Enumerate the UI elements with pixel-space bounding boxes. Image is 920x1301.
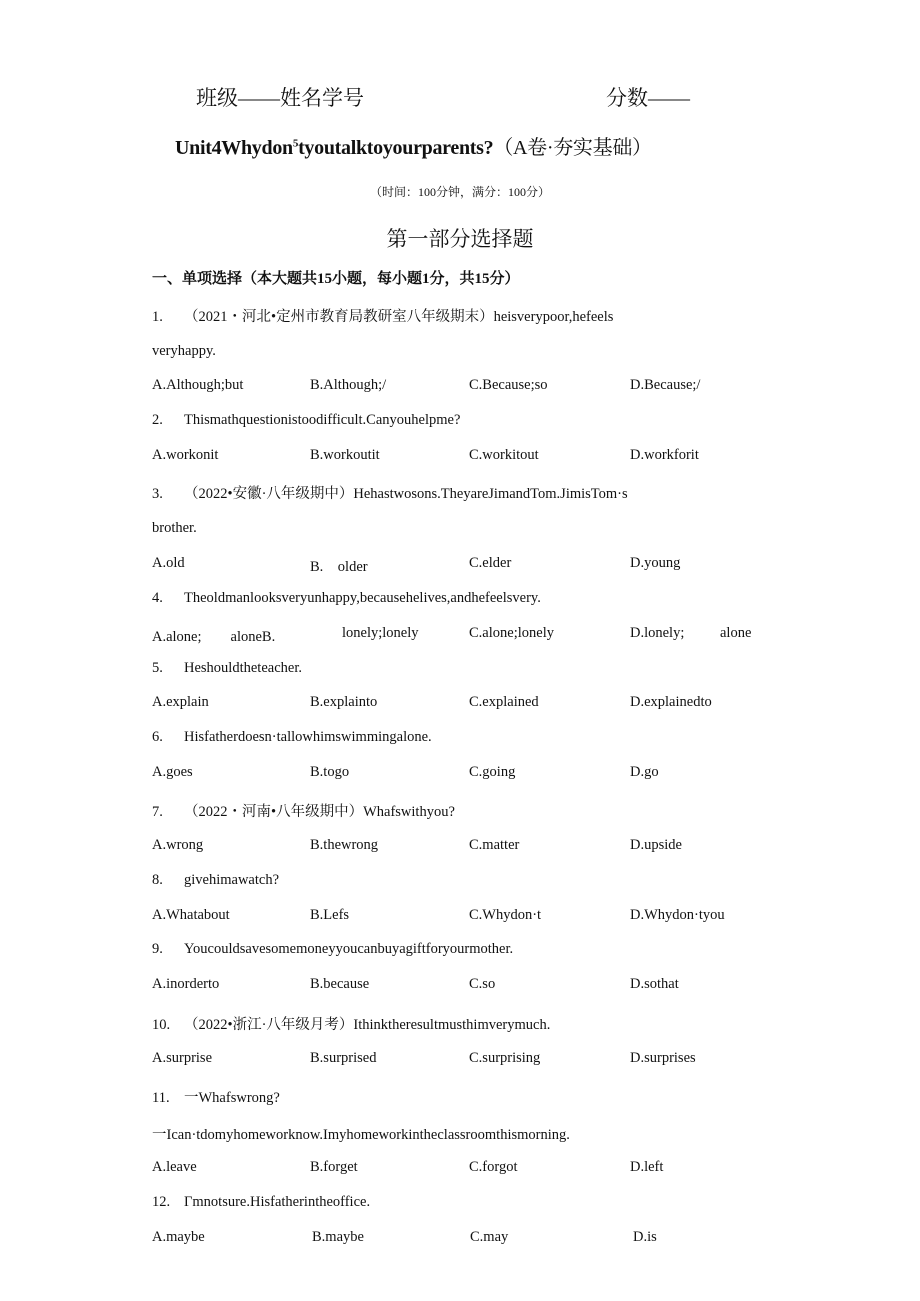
option-d: D.go (630, 764, 659, 780)
option-a: A.workonit (152, 447, 219, 463)
question-text: Heshouldtheteacher. (184, 660, 302, 676)
question-stem (152, 941, 513, 958)
question-number: 5. (152, 660, 163, 676)
option-d-continued: alone (720, 625, 752, 641)
option-a: A.inorderto (152, 976, 220, 992)
option-d: D.upside (630, 837, 682, 853)
option-d: D.young (630, 555, 681, 571)
question-stem (152, 1086, 280, 1107)
option-d: D.Because;/ (630, 377, 701, 393)
option-c: C.alone;lonely (469, 625, 554, 641)
option-b: B.Although;/ (310, 377, 387, 393)
question-stem (152, 412, 460, 429)
question-text: Γmnotsure.Hisfatherintheoffice. (184, 1194, 371, 1210)
option-a: A.maybe (152, 1229, 205, 1245)
exam-info: （时间：100分钟，满分：100分） (369, 185, 550, 199)
question-text: Theoldmanlooksveryunhappy,becausehelives,andhefeelsvery. (184, 590, 541, 606)
question-stem (152, 800, 455, 821)
title-superscript: 5 (292, 137, 299, 150)
option-c: C.elder (469, 555, 512, 571)
question-stem (152, 1013, 550, 1034)
option-d: D.explainedto (630, 694, 712, 710)
option-c: C.surprising (469, 1050, 541, 1066)
option-b: B.explainto (310, 694, 378, 710)
question-text: （2022•安徽·八年级期中）Hehastwosons.TheyareJimandTom.JimisTom·s (184, 486, 628, 502)
option-c: C.Because;so (469, 377, 548, 393)
question-stem (152, 872, 279, 889)
option-c: C.so (469, 976, 496, 992)
option-d: D.surprises (630, 1050, 696, 1066)
question-text: 一Whafswrong? (184, 1090, 280, 1106)
question-number: 6. (152, 729, 163, 745)
question-number: 7. (152, 804, 163, 820)
option-c: C.matter (469, 837, 520, 853)
question-stem (152, 482, 628, 503)
question-text: Hisfatherdoesn·tallowhimswimmingalone. (184, 729, 432, 745)
title-english-rest: tyoutalktoyourparents? (298, 137, 494, 159)
question-stem-continued: veryhappy. (152, 343, 216, 359)
question-text: Youcouldsavesomemoneyyoucanbuyagiftforyourmother. (184, 941, 514, 957)
option-c: C.may (470, 1229, 509, 1245)
option-b: lonely;lonely (342, 625, 419, 641)
option-a: A.explain (152, 694, 209, 710)
option-b: B.Lefs (310, 907, 350, 923)
question-text: Thismathquestionistoodifficult.Canyouhelpme? (184, 412, 461, 428)
score-field: 分数—— (606, 86, 690, 110)
class-name-id-field: 班级——姓名学号 (196, 86, 364, 110)
title-chinese: （A卷·夯实基础） (493, 137, 652, 159)
option-d: D.is (633, 1229, 657, 1245)
option-c: C.Whydon·t (469, 907, 542, 923)
document-title (175, 131, 652, 160)
question-number: 10. (152, 1017, 171, 1033)
part-title: 第一部分选择题 (386, 227, 534, 251)
option-b: B. older (310, 559, 368, 575)
question-stem-continued: 一Ican·tdomyhomeworknow.Imyhomeworkintheclassroomthismorning. (152, 1127, 570, 1143)
question-number: 8. (152, 872, 163, 888)
option-a: A.Whatabout (152, 907, 230, 923)
question-number: 2. (152, 412, 163, 428)
question-stem (152, 729, 432, 746)
question-text: （2022•浙江·八年级月考）Ithinktheresultmusthimverymuch. (184, 1017, 551, 1033)
title-english: Unit4Whydon (175, 137, 293, 159)
option-b: B.forget (310, 1159, 358, 1175)
option-a: A.alone; aloneB. (152, 629, 276, 645)
option-d: D.lonely; (630, 625, 685, 641)
option-a: A.surprise (152, 1050, 213, 1066)
option-a: A.Although;but (152, 377, 244, 393)
option-b: B.surprised (310, 1050, 377, 1066)
question-stem-continued: brother. (152, 520, 197, 536)
option-c: C.forgot (469, 1159, 518, 1175)
option-a: A.leave (152, 1159, 197, 1175)
option-d: D.left (630, 1159, 664, 1175)
option-c: C.workitout (469, 447, 539, 463)
question-text: （2022・河南•八年级期中）Whafswithyou? (184, 804, 455, 820)
question-number: 12. (152, 1194, 171, 1210)
option-d: D.sothat (630, 976, 679, 992)
option-b: B.maybe (312, 1229, 364, 1245)
question-stem (152, 660, 302, 677)
option-b: B.togo (310, 764, 350, 780)
question-number: 4. (152, 590, 163, 606)
option-d: D.Whydon·tyou (630, 907, 725, 923)
question-number: 3. (152, 486, 163, 502)
question-text: （2021・河北•定州市教育局教研室八年级期末）heisverypoor,hefeels (184, 309, 614, 325)
option-b: B.because (310, 976, 370, 992)
question-stem (152, 305, 613, 326)
section-title: 一、单项选择（本大题共15小题，每小题1分，共15分） (152, 271, 520, 287)
question-text: givehimawatch? (184, 872, 280, 888)
question-number: 1. (152, 309, 163, 325)
option-c: C.going (469, 764, 516, 780)
option-a: A.old (152, 555, 185, 571)
question-stem (152, 590, 541, 607)
question-number: 9. (152, 941, 163, 957)
option-c: C.explained (469, 694, 539, 710)
option-b: B.thewrong (310, 837, 379, 853)
question-number: 11. (152, 1090, 170, 1106)
question-stem (152, 1194, 370, 1211)
option-d: D.workforit (630, 447, 699, 463)
option-a: A.goes (152, 764, 193, 780)
option-a: A.wrong (152, 837, 204, 853)
option-b: B.workoutit (310, 447, 380, 463)
